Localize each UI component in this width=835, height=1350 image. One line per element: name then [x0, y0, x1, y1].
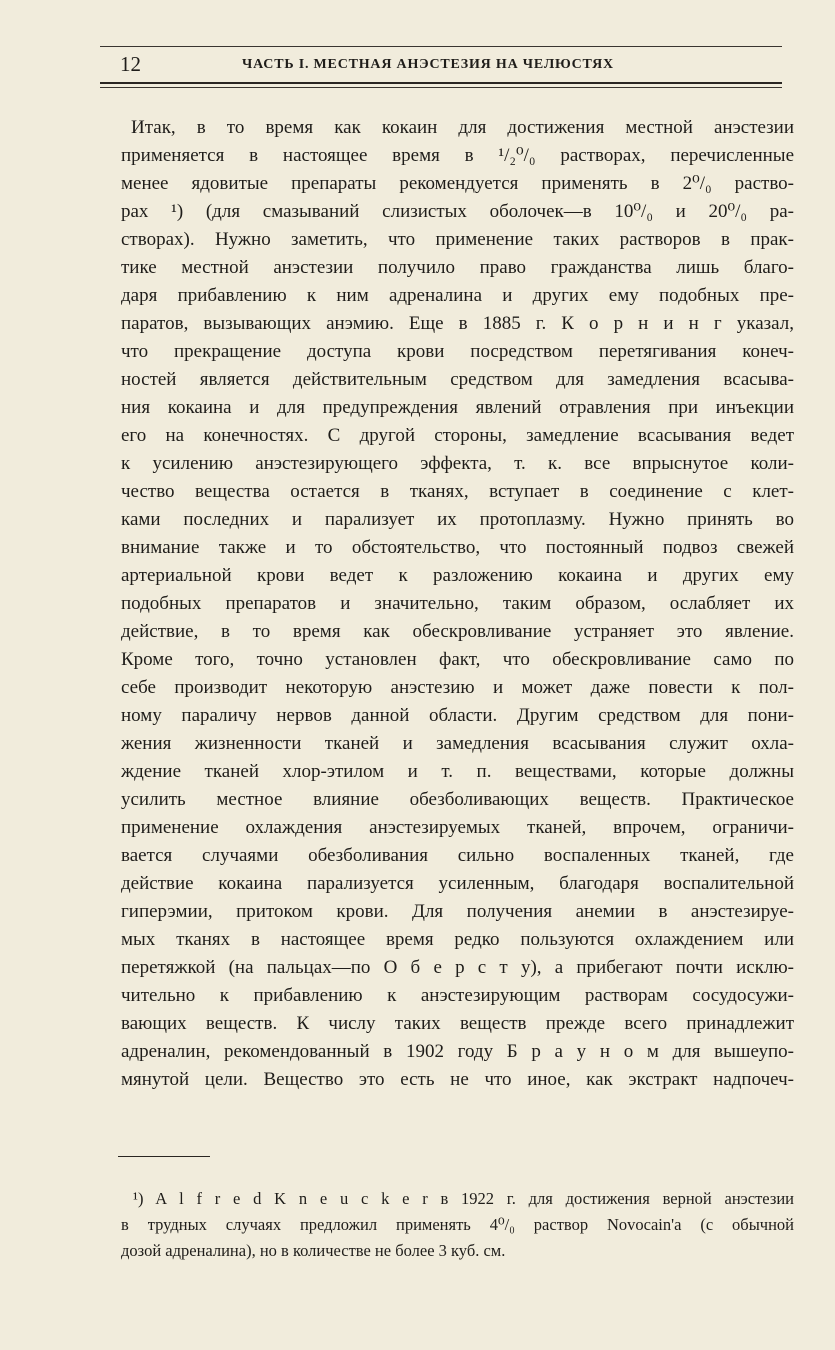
body-line: усилить местное влияние обезболивающих веществ. Практическое	[121, 789, 794, 810]
body-line: адреналин, рекомендованный в 1902 году Б р а у н о м для вышеупо-	[121, 1041, 794, 1062]
body-line: применение охлаждения анэстезируемых тканей, впрочем, ограничи-	[121, 817, 794, 838]
body-line: мянутой цели. Вещество это есть не что иное, как экстракт надпочеч-	[121, 1069, 794, 1090]
body-text	[121, 114, 794, 1094]
body-line: гиперэмии, притоком крови. Для получения анемии в анэстезируе-	[121, 901, 794, 922]
body-line: артериальной крови ведет к разложению кокаина и других ему	[121, 565, 794, 586]
running-head: ЧАСТЬ I. МЕСТНАЯ АНЭСТЕЗИЯ НА ЧЕЛЮСТЯХ	[242, 57, 614, 72]
body-line: к усилению анэстезирующего эффекта, т. к. все впрыснутое коли-	[121, 453, 794, 474]
header-bottom-rule	[100, 82, 782, 84]
body-line: вающих веществ. К числу таких веществ прежде всего принадлежит	[121, 1013, 794, 1034]
body-line: ждение тканей хлор-этилом и т. п. веществами, которые должны	[121, 761, 794, 782]
body-line: применяется в настоящее время в ¹/₂⁰/₀ растворах, перечисленные	[121, 145, 794, 166]
body-line: внимание также и то обстоятельство, что постоянный подвоз свежей	[121, 537, 794, 558]
body-line: менее ядовитые препараты рекомендуется применять в 2⁰/₀ раство-	[121, 173, 794, 194]
body-line: тике местной анэстезии получило право гражданства лишь благо-	[121, 257, 794, 278]
body-line: себе производит некоторую анэстезию и может даже повести к пол-	[121, 677, 794, 698]
header-top-rule	[100, 46, 782, 47]
body-line: ками последних и парализует их протоплазму. Нужно принять во	[121, 509, 794, 530]
body-line: перетяжкой (на пальцах—по О б е р с т у), а прибегают почти исклю-	[121, 957, 794, 978]
header-bottom-rule-thin	[100, 87, 782, 88]
body-line: ному параличу нервов данной области. Другим средством для пони-	[121, 705, 794, 726]
footnote-line: дозой адреналина), но в количестве не более 3 куб. см.	[121, 1241, 506, 1260]
footnote	[121, 1186, 794, 1264]
body-line: ностей является действительным средством для замедления всасыва-	[121, 369, 794, 390]
body-line: чество вещества остается в тканях, вступает в соединение с клет-	[121, 481, 794, 502]
body-line: действие, в то время как обескровливание устраняет это явление.	[121, 621, 794, 642]
page-header	[100, 52, 782, 76]
body-line: ния кокаина и для предупреждения явлений отравления при инъекции	[121, 397, 794, 418]
body-line: что прекращение доступа крови посредством перетягивания конеч-	[121, 341, 794, 362]
page-number: 12	[120, 52, 141, 76]
body-line: чительно к прибавлению к анэстезирующим растворам сосудосужи-	[121, 985, 794, 1006]
body-line: рах ¹) (для смазываний слизистых оболочек—в 10⁰/₀ и 20⁰/₀ ра-	[121, 201, 794, 222]
body-line: паратов, вызывающих анэмию. Еще в 1885 г. К о р н и н г указал,	[121, 313, 794, 334]
body-line: подобных препаратов и значительно, таким образом, ослабляет их	[121, 593, 794, 614]
body-line: вается случаями обезболивания сильно воспаленных тканей, где	[121, 845, 794, 866]
footnote-line: в трудных случаях предложил применять 4⁰/₀ раствор Novocain'а (с обычной	[121, 1215, 794, 1234]
body-line: створах). Нужно заметить, что применение таких растворов в прак-	[121, 229, 794, 250]
body-line: его на конечностях. С другой стороны, замедление всасывания ведет	[121, 425, 794, 446]
body-line: мых тканях в настоящее время редко пользуются охлаждением или	[121, 929, 794, 950]
body-line: даря прибавлению к ним адреналина и других ему подобных пре-	[121, 285, 794, 306]
footnote-rule	[118, 1156, 210, 1157]
body-line: жения жизненности тканей и замедления всасывания служит охла-	[121, 733, 794, 754]
body-line: Кроме того, точно установлен факт, что обескровливание само по	[121, 649, 794, 670]
footnote-line: ¹) A l f r e d K n e u c k e r в 1922 г. для достижения верной анэстезии	[133, 1189, 794, 1208]
body-line: Итак, в то время как кокаин для достижения местной анэстезии	[131, 117, 794, 138]
body-line: действие кокаина парализуется усиленным, благодаря воспалительной	[121, 873, 794, 894]
